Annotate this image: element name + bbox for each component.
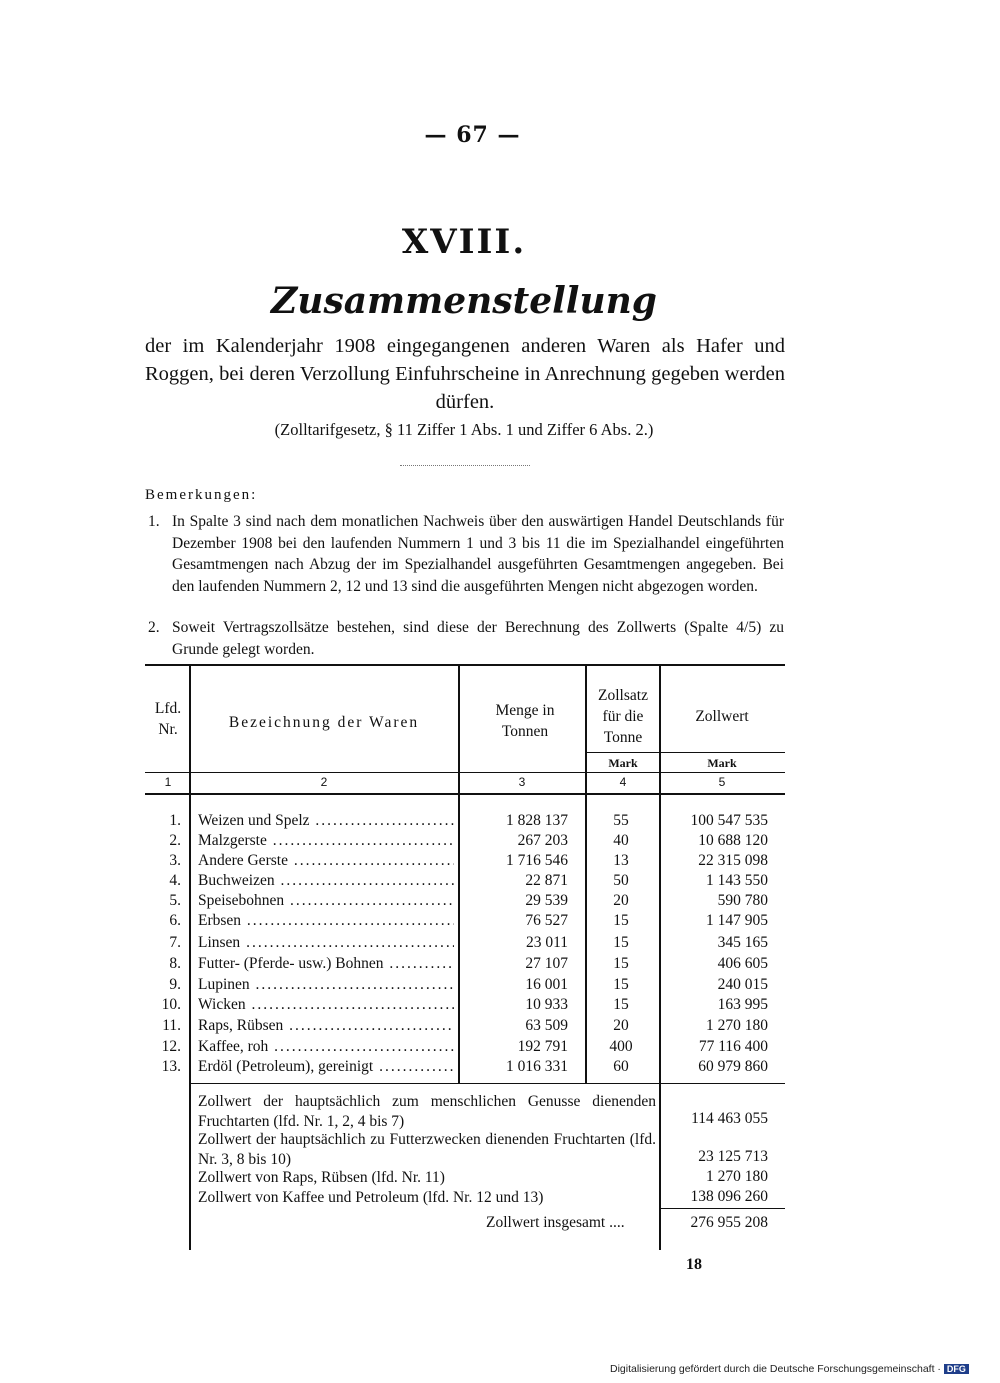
row-rate: 20	[613, 892, 629, 909]
row-quantity: 1 828 137	[506, 812, 568, 829]
column-number: 1	[164, 775, 172, 789]
row-description: Erdöl (Petroleum), gereinigt .....	[198, 1058, 454, 1076]
table-top-rule	[145, 664, 785, 666]
page-number: — 67 —	[424, 122, 521, 148]
unit-rule	[586, 752, 785, 753]
row-rate: 15	[613, 996, 629, 1013]
row-quantity: 267 203	[517, 832, 568, 849]
header-bezeichnung: Bezeichnung der Waren	[228, 714, 420, 731]
row-rate: 40	[613, 832, 629, 849]
row-description: Weizen und Spelz .....	[198, 812, 454, 830]
row-quantity: 76 527	[525, 912, 568, 929]
row-value: 10 688 120	[698, 832, 768, 849]
summary-value: 114 463 055	[691, 1110, 768, 1127]
row-number: 1.	[169, 812, 181, 829]
row-number: 11.	[162, 1017, 181, 1034]
row-value: 22 315 098	[698, 852, 768, 869]
row-number: 3.	[169, 852, 181, 869]
row-number: 9.	[169, 976, 181, 993]
dfg-logo-icon: DFG	[944, 1364, 969, 1374]
row-rate: 55	[613, 812, 629, 829]
table-row	[0, 892, 1000, 912]
row-value: 100 547 535	[690, 812, 768, 829]
table-row	[0, 912, 1000, 932]
remark-text: In Spalte 3 sind nach dem monatlichen Nachweis über den auswärtigen Handel Deutschlands für Dezember 1908 bei den laufenden Nummern 1 und 3 bis 11 die im Spezialhandel eingeführten Gesamtmengen nach Abzug der im Spezialhandel ausgeführten Gesamtmengen angegeben. Bei den laufenden Nummern 2, 12 und 13 sind die ausgeführten Mengen nicht abgezogen worden.	[172, 513, 784, 595]
table-row	[0, 1058, 1000, 1078]
row-quantity: 1 716 546	[506, 852, 568, 869]
row-description: Buchweizen .....	[198, 872, 454, 890]
row-value: 240 015	[717, 976, 768, 993]
table-row	[0, 1038, 1000, 1058]
remark-text: Soweit Vertragszollsätze bestehen, sind diese der Berechnung des Zollwerts (Spalte 4/5) zu Grunde gelegt worden.	[172, 619, 784, 658]
column-number: 4	[619, 775, 627, 789]
header-lfd-nr: Lfd. Nr.	[154, 700, 182, 738]
row-description: Linsen .....	[198, 934, 454, 952]
page-title: Zusammenstellung	[271, 280, 657, 322]
row-description: Kaffee, roh .....	[198, 1038, 454, 1056]
header-zollwert: Zollwert	[695, 708, 749, 725]
row-rate: 60	[613, 1058, 629, 1075]
signature-mark: 18	[686, 1256, 702, 1273]
summary-rule	[190, 1083, 785, 1084]
colnum-rule	[145, 793, 785, 795]
row-number: 8.	[169, 955, 181, 972]
row-value: 1 270 180	[706, 1017, 768, 1034]
row-value: 163 995	[717, 996, 768, 1013]
remark-number: 2.	[148, 619, 160, 636]
row-value: 60 979 860	[698, 1058, 768, 1075]
row-value: 590 780	[717, 892, 768, 909]
section-number: XVIII.	[401, 222, 527, 262]
unit-zollsatz: Mark	[608, 756, 638, 770]
row-rate: 50	[613, 872, 629, 889]
remark-item	[148, 617, 784, 660]
row-quantity: 192 791	[517, 1038, 568, 1055]
column-number: 3	[518, 775, 526, 789]
table-row	[0, 852, 1000, 872]
row-value: 1 147 905	[706, 912, 768, 929]
row-description: Lupinen .....	[198, 976, 454, 994]
table-row	[0, 812, 1000, 832]
table-row	[0, 955, 1000, 975]
remark-item	[148, 511, 784, 597]
total-label: Zollwert insgesamt ....	[486, 1214, 625, 1231]
row-quantity: 23 011	[525, 934, 568, 951]
row-description: Wicken .....	[198, 996, 454, 1014]
subtitle: der im Kalenderjahr 1908 eingegangenen anderen Waren als Hafer und Roggen, bei deren Verzollung Einfuhrscheine in Anrechnung gegeben werden dürfen.	[145, 335, 785, 413]
row-quantity: 29 539	[525, 892, 568, 909]
total-rule	[660, 1208, 785, 1209]
summary-text: Zollwert von Kaffee und Petroleum (lfd. Nr. 12 und 13)	[198, 1189, 544, 1206]
row-description: Andere Gerste .....	[198, 852, 454, 870]
row-value: 345 165	[717, 934, 768, 951]
row-quantity: 10 933	[525, 996, 568, 1013]
row-value: 77 116 400	[698, 1038, 768, 1055]
summary-value: 138 096 260	[690, 1188, 768, 1205]
column-number: 2	[320, 775, 328, 789]
summary-value: 23 125 713	[698, 1148, 768, 1165]
row-number: 6.	[169, 912, 181, 929]
row-number: 2.	[169, 832, 181, 849]
total-value: 276 955 208	[690, 1214, 768, 1231]
summary-text: Zollwert von Raps, Rübsen (lfd. Nr. 11)	[198, 1169, 445, 1186]
row-value: 1 143 550	[706, 872, 768, 889]
row-description: Erbsen .....	[198, 912, 454, 930]
row-number: 4.	[169, 872, 181, 889]
row-rate: 15	[613, 955, 629, 972]
table-row	[0, 872, 1000, 892]
row-number: 10.	[161, 996, 181, 1013]
header-rule	[145, 772, 785, 773]
table-row	[0, 996, 1000, 1016]
row-rate: 13	[613, 852, 629, 869]
row-number: 12.	[161, 1038, 181, 1055]
footer-credit	[610, 1363, 969, 1375]
remark-number: 1.	[148, 513, 160, 530]
row-description: Speisebohnen .....	[198, 892, 454, 910]
row-description: Raps, Rübsen .....	[198, 1017, 454, 1035]
row-quantity: 22 871	[525, 872, 568, 889]
row-rate: 15	[613, 976, 629, 993]
row-number: 7.	[169, 934, 181, 951]
row-quantity: 16 001	[525, 976, 568, 993]
column-number: 5	[718, 775, 726, 789]
summary-text: Zollwert der hauptsächlich zum menschlichen Genusse dienenden Fruchtarten (lfd. Nr. 1, 2, 4 bis 7)	[198, 1093, 656, 1130]
row-rate: 20	[613, 1017, 629, 1034]
row-rate: 400	[609, 1038, 633, 1055]
unit-zollwert: Mark	[707, 756, 737, 770]
row-number: 13.	[161, 1058, 181, 1075]
table-row	[0, 934, 1000, 954]
footer-text: Digitalisierung gefördert durch die Deutsche Forschungsgemeinschaft ·	[610, 1363, 941, 1375]
summary-text: Zollwert der hauptsächlich zu Futterzwecken dienenden Fruchtarten (lfd. Nr. 3, 8 bis 10)	[198, 1131, 656, 1168]
row-rate: 15	[613, 934, 629, 951]
row-quantity: 63 509	[525, 1017, 568, 1034]
legal-reference: (Zolltarifgesetz, § 11 Ziffer 1 Abs. 1 und Ziffer 6 Abs. 2.)	[274, 420, 654, 439]
table-row	[0, 976, 1000, 996]
row-quantity: 27 107	[525, 955, 568, 972]
header-menge: Menge in Tonnen	[495, 702, 555, 740]
row-description: Malzgerste .....	[198, 832, 454, 850]
summary-value: 1 270 180	[706, 1168, 768, 1185]
header-zollsatz: Zollsatz für die Tonne	[598, 687, 648, 746]
row-description: Futter- (Pferde- usw.) Bohnen .....	[198, 955, 454, 973]
table-row	[0, 1017, 1000, 1037]
row-quantity: 1 016 331	[506, 1058, 568, 1075]
table-row	[0, 832, 1000, 852]
separator-line	[400, 465, 530, 466]
remarks-heading: Bemerkungen:	[145, 487, 258, 503]
row-number: 5.	[169, 892, 181, 909]
row-rate: 15	[613, 912, 629, 929]
row-value: 406 605	[717, 955, 768, 972]
